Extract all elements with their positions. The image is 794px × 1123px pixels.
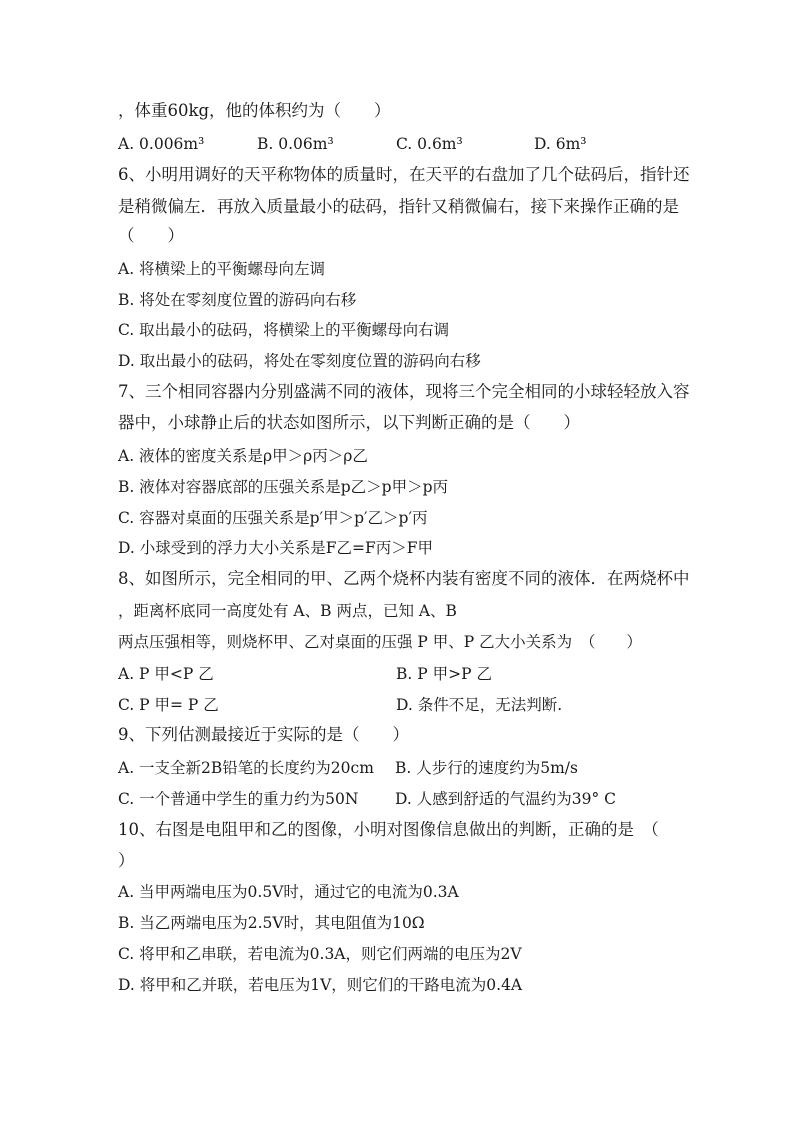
q9-stem: 9、下列估测最接近于实际的是（ ）	[118, 725, 409, 744]
q5-option-b: B. 0.06m³	[257, 135, 334, 153]
q8-stem-line3: 两点压强相等，则烧杯甲、乙对桌面的压强 P 甲、P 乙大小关系为 （ ）	[118, 633, 642, 651]
q6-option-d: D. 取出最小的砝码，将处在零刻度位置的游码向右移	[118, 352, 481, 370]
q8-option-d: D. 条件不足，无法判断.	[396, 696, 563, 714]
q7-option-d: D. 小球受到的浮力大小关系是F乙=F丙＞F甲	[118, 539, 433, 557]
q10-stem-line2: ）	[118, 851, 135, 870]
q10-option-b: B. 当乙两端电压为2.5V时，其电阻值为10Ω	[118, 914, 425, 932]
q5-option-a: A. 0.006m³	[118, 135, 205, 153]
q6-stem-line1: 6、小明用调好的天平称物体的质量时，在天平的右盘加了几个砝码后，指针还	[118, 165, 690, 184]
q6-stem-line2: 是稍微偏左．再放入质量最小的砝码，指针又稍微偏右，接下来操作正确的是	[118, 197, 679, 216]
q7-option-b: B. 液体对容器底部的压强关系是p乙＞p甲＞p丙	[118, 478, 449, 496]
q6-option-b: B. 将处在零刻度位置的游码向右移	[118, 291, 357, 309]
q9-option-b: B. 人步行的速度约为5m/s	[395, 759, 578, 777]
q8-stem-line2: ，距离杯底同一高度处有 A、B 两点，已知 A、B	[118, 602, 457, 620]
q5-option-d: D. 6m³	[534, 135, 587, 153]
q8-option-a: A. P 甲<P 乙	[118, 665, 214, 683]
q5-option-c: C. 0.6m³	[396, 135, 463, 153]
q7-option-a: A. 液体的密度关系是ρ甲＞ρ丙＞ρ乙	[118, 447, 368, 465]
q10-option-c: C. 将甲和乙串联，若电流为0.3A，则它们两端的电压为2V	[118, 945, 522, 963]
q6-stem-line3: （ ）	[118, 226, 184, 245]
q9-option-d: D. 人感到舒适的气温约为39° C	[395, 790, 616, 808]
q7-stem-line1: 7、三个相同容器内分别盛满不同的液体，现将三个完全相同的小球轻轻放入容	[118, 382, 690, 401]
q7-option-c: C. 容器对桌面的压强关系是p′甲＞p′乙＞p′丙	[118, 509, 428, 527]
q7-stem-line2: 器中，小球静止后的状态如图所示，以下判断正确的是（ ）	[118, 413, 580, 432]
q10-stem-line1: 10、右图是电阻甲和乙的图像，小明对图像信息做出的判断，正确的是 （	[118, 820, 659, 839]
q8-option-c: C. P 甲= P 乙	[118, 696, 219, 714]
q10-option-d: D. 将甲和乙并联，若电压为1V，则它们的干路电流为0.4A	[118, 976, 523, 994]
q8-stem-line1: 8、如图所示，完全相同的甲、乙两个烧杯内装有密度不同的液体．在两烧杯中	[118, 569, 690, 588]
q10-option-a: A. 当甲两端电压为0.5V时，通过它的电流为0.3A	[118, 883, 459, 901]
q6-option-a: A. 将横梁上的平衡螺母向左调	[118, 260, 326, 278]
q9-option-c: C. 一个普通中学生的重力约为50N	[118, 790, 359, 808]
q8-option-b: B. P 甲>P 乙	[396, 665, 492, 683]
q9-option-a: A. 一支全新2B铅笔的长度约为20cm	[118, 759, 374, 777]
q5-stem: ，体重60kg，他的体积约为（ ）	[118, 101, 391, 120]
q6-option-c: C. 取出最小的砝码，将横梁上的平衡螺母向右调	[118, 321, 450, 339]
